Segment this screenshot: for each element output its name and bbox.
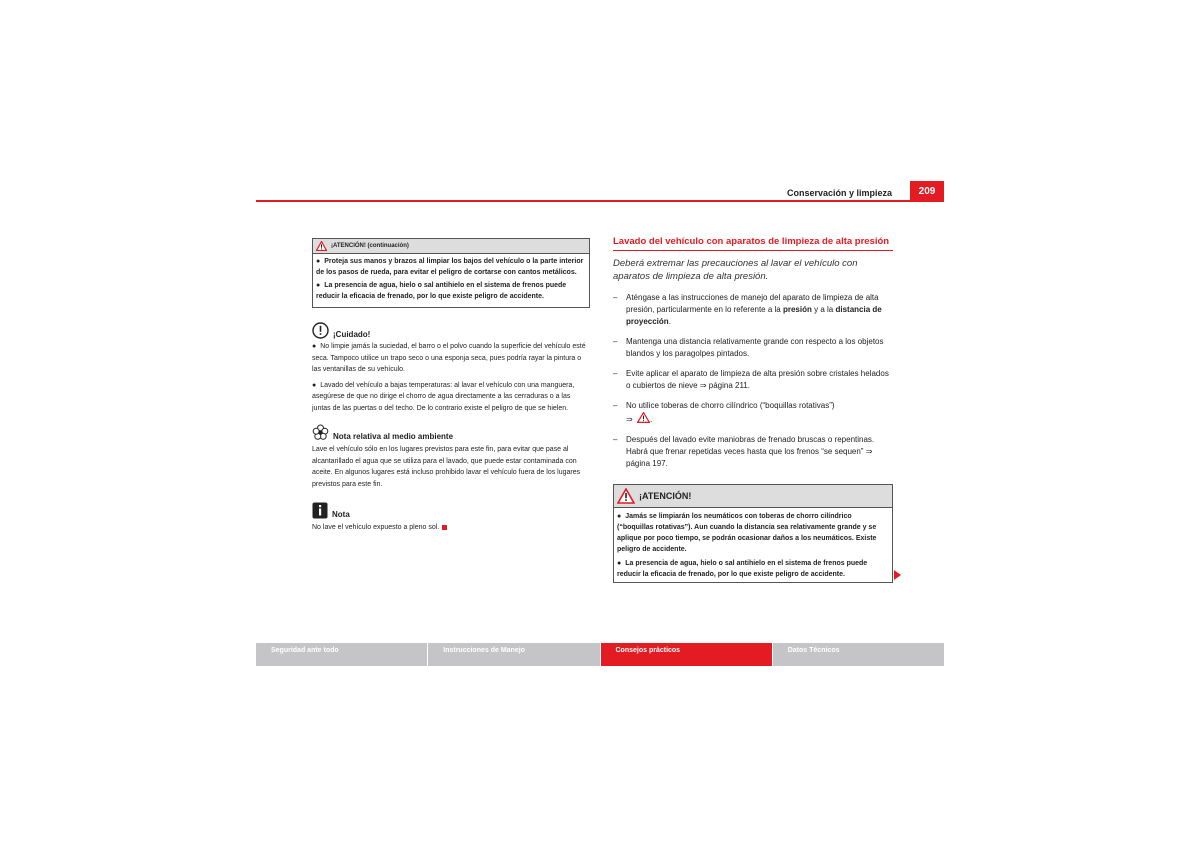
warning-item: ● La presencia de agua, hielo o sal antihielo en el sistema de frenos puede reducir la eficacia de frenado, por lo que existe peligro de accidente. (617, 560, 868, 578)
bullet: ● (312, 381, 317, 389)
warning-triangle-icon (617, 488, 635, 504)
caution-exclamation-icon (312, 322, 329, 339)
warning-continued-header (313, 239, 589, 254)
instruction-item: – Después del lavado evite maniobras de frenado bruscas o repentinas. Habrá que frenar repetidas veces hasta que los frenos “se sequen” ⇒ página 197. (613, 435, 875, 468)
footer-tab-seguridad[interactable]: Seguridad ante todo (256, 643, 427, 666)
section-end-marker (442, 525, 447, 530)
instruction-item: – Mantenga una distancia relativamente grande con respecto a los objetos blandos y los paragolpes pintados. (613, 337, 884, 358)
environment-note-title: Nota relativa al medio ambiente (333, 432, 454, 441)
bullet: ● (617, 560, 622, 567)
warning-header (614, 485, 892, 508)
warning-triangle-icon (637, 412, 650, 423)
footer-nav (256, 643, 944, 666)
note-heading (312, 502, 590, 519)
environment-note-text: Lave el vehículo sólo en los lugares previstos para este fin, para evitar que pase al alcantarillado el agua que se utiliza para el lavado, que puede estar contaminada con aceite. En algunos lugares está incluso prohibido lavar el vehículo fuera de los lugares previstos para este fin. (312, 446, 581, 488)
bullet: ● (316, 282, 321, 289)
bullet: ● (316, 258, 321, 265)
bullet: ● (617, 513, 622, 520)
instruction-item: – Aténgase a las instrucciones de manejo del aparato de limpieza de alta presión, particularmente en lo referente a la presión y a la distancia de proyección. (613, 293, 882, 326)
instruction-item: – Evite aplicar el aparato de limpieza de alta presión sobre cristales helados o cubiertos de nieve ⇒ página 211. (613, 369, 889, 390)
section-intro: Deberá extremar las precauciones al lavar el vehículo con aparatos de limpieza de alta presión. (613, 258, 858, 282)
environment-note-heading (312, 424, 590, 441)
warning-continued-item: ● Proteja sus manos y brazos al limpiar los bajos del vehículo o la parte interior de los pasos de rueda, para evitar el peligro de cortarse con cantos metálicos. (316, 258, 584, 276)
header-rule (256, 200, 944, 202)
info-icon (312, 502, 328, 519)
warning-continued-item: ● La presencia de agua, hielo o sal antihielo en el sistema de frenos puede reducir la eficacia de frenado, por lo que existe peligro de accidente. (316, 282, 567, 300)
note-text: No lave el vehículo expuesto a pleno sol. (312, 522, 590, 534)
caution-item: ● No limpie jamás la suciedad, el barro o el polvo cuando la superficie del vehículo esté seca. Tampoco utilice un trapo seco o una esponja seca, pues podría rayar la pintura o las ventanillas de su vehículo. (312, 343, 586, 373)
caution-item: ● Lavado del vehículo a bajas temperaturas: al lavar el vehículo con una manguera, asegúrese de que no dirige el chorro de agua directamente a las cerraduras o a las juntas de las puertas o del techo. De lo contrario existe el peligro de que se hielen. (312, 381, 575, 412)
caution-heading (312, 322, 590, 339)
bullet: ● (312, 343, 317, 350)
section-title: Lavado del vehículo con aparatos de limpieza de alta presión (613, 236, 893, 251)
footer-tab-consejos[interactable]: Consejos prácticos (601, 643, 772, 666)
page-number: 209 (910, 181, 944, 201)
warning-title: ¡ATENCIÓN! (639, 491, 692, 501)
right-column (613, 236, 893, 583)
note-title: Nota (332, 510, 350, 519)
instruction-item: – No utilice toberas de chorro cilíndrico (“boquillas rotativas”) ⇒ . (613, 401, 835, 424)
caution-title: ¡Cuidado! (333, 330, 371, 339)
running-header-title: Conservación y limpieza (786, 188, 892, 198)
warning-continued-box (312, 238, 590, 308)
environment-flower-icon (312, 424, 329, 441)
left-column (312, 238, 590, 538)
footer-tab-instrucciones[interactable]: Instrucciones de Manejo (428, 643, 599, 666)
warning-item: ● Jamás se limpiarán los neumáticos con toberas de chorro cilíndrico (“boquillas rotativas”). Aun cuando la distancia sea relativamente grande y se aplique por poco tiempo, se podrán ocasionar daños a los neumáticos. Existe peligro de accidente. (617, 513, 877, 553)
continue-arrow-icon (894, 570, 901, 580)
warning-box (613, 484, 893, 583)
warning-triangle-icon (316, 241, 327, 251)
footer-tab-datos[interactable]: Datos Técnicos (773, 643, 944, 666)
warning-continued-title: ¡ATENCIÓN! (continuación) (331, 243, 409, 249)
